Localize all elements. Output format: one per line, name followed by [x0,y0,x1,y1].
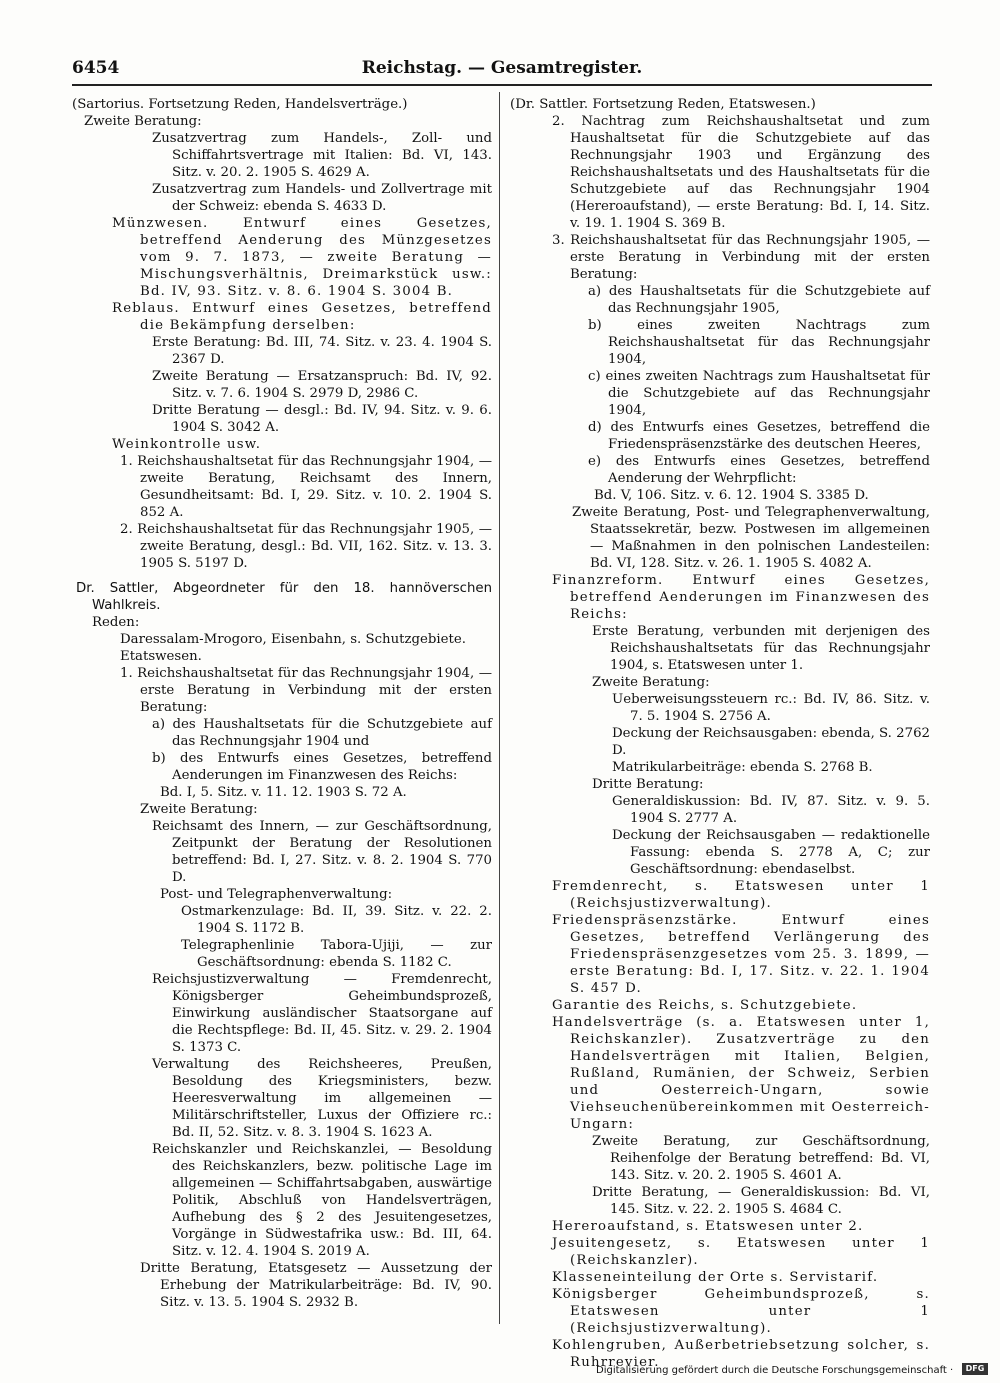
subheading: Zweite Beratung: [84,114,202,129]
entry: Verwaltung des Reichsheeres, Preußen, Besoldung des Kriegsministers, bezw. Heeresverwaltung im allgemeinen — Militärschriftsteller, Luxus der Offiziere rc.: Bd. II, 52. Sitz. v. 8. 3. 1904 S. 1623 A. [152,1057,492,1140]
entry: 2. Nachtrag zum Reichshaushaltsetat und zum Haushaltsetat für die Schutzgebiete auf das Rechnungsjahr 1903 und Ergänzung des Reichshaushaltsetats und des Haushaltsetats für die Schutzgebiete auf das Rechnungsjahr 1904 (Hereroaufstand), — erste Beratung: Bd. I, 14. Sitz. v. 19. 1. 1904 S. 369 B. [552,114,930,231]
entry: Bd. I, 5. Sitz. v. 11. 12. 1903 S. 72 A. [160,785,407,800]
entry: Ueberweisungssteuern rc.: Bd. IV, 86. Sitz. v. 7. 5. 1904 S. 2756 A. [612,692,930,724]
subheading: Zweite Beratung: [592,675,710,690]
left-column [72,96,492,1311]
entry: Daressalam-Mrogoro, Eisenbahn, s. Schutzgebiete. [120,632,466,647]
entry: Deckung der Reichsausgaben — redaktionelle Fassung: ebenda S. 2778 A, C; zur Geschäftsordnung: ebendaselbst. [612,828,930,877]
entry: Zusatzvertrag zum Handels- und Zollvertrage mit der Schweiz: ebenda S. 4633 D. [152,182,492,214]
entry: Deckung der Reichsausgaben: ebenda, S. 2762 D. [612,726,930,758]
index-entry: Weinkontrolle usw. [112,437,262,452]
entry: Telegraphenlinie Tabora-Ujiji, — zur Geschäftsordnung: ebenda S. 1182 C. [181,938,492,970]
entry: d) des Entwurfs eines Gesetzes, betreffend die Friedenspräsenzstärke des deutschen Heeres, [588,420,930,452]
entry: b) eines zweiten Nachtrags zum Reichshaushaltsetat für das Rechnungsjahr 1904, [588,318,930,367]
index-entry: Kohlengruben, Außerbetriebsetzung solcher, s. Ruhrrevier. [552,1338,930,1370]
subheading: Dritte Beratung: [592,777,704,792]
subheading: Post- und Telegraphenverwaltung: [160,887,393,902]
entry: Reichsamt des Innern, — zur Geschäftsordnung, Zeitpunkt der Beratung der Resolutionen betreffend: Bd. I, 27. Sitz. v. 8. 2. 1904 S. 770 D. [152,819,492,885]
index-entry: Königsberger Geheimbundsprozeß, s. Etatswesen unter 1 (Reichsjustizverwaltung). [552,1287,930,1336]
subheading: Zweite Beratung: [140,802,258,817]
index-entry: Jesuitengesetz, s. Etatswesen unter 1 (Reichskanzler). [552,1236,930,1268]
entry: Zweite Beratung, Post- und Telegraphenverwaltung, Staatssekretär, bezw. Postwesen im allgemeinen — Maßnahmen in den polnischen Landesteilen: Bd. VI, 128. Sitz. v. 26. 1. 1905 S. 4082 A. [572,505,930,571]
entry: 1. Reichshaushaltsetat für das Rechnungsjahr 1904, — zweite Beratung, Reichsamt des Innern, Gesundheitsamt: Bd. I, 29. Sitz. v. 10. 2. 1904 S. 852 A. [120,454,492,520]
entry: Zweite Beratung — Ersatzanspruch: Bd. IV, 92. Sitz. v. 7. 6. 1904 S. 2979 D, 2986 C. [152,369,492,401]
index-entry: Garantie des Reichs, s. Schutzgebiete. [552,998,858,1013]
entry: Erste Beratung, verbunden mit derjenigen des Reichshaushaltsetats für das Rechnungsjahr 1904, s. Etatswesen unter 1. [592,624,930,673]
continuation-heading: (Sartorius. Fortsetzung Reden, Handelsverträge.) [72,97,408,112]
entry: Zusatzvertrag zum Handels-, Zoll- und Schiffahrtsvertrage mit Italien: Bd. VI, 143. Sitz. v. 20. 2. 1905 S. 4629 A. [152,131,492,180]
person-entry: Dr. Sattler, Abgeordneter für den 18. hannöverschen Wahlkreis. [76,581,492,613]
entry: a) des Haushaltsetats für die Schutzgebiete auf das Rechnungsjahr 1904 und [152,717,492,749]
index-entry: Handelsverträge (s. a. Etatswesen unter 1, Reichskanzler). Zusatzverträge zu den Handelsverträgen mit Italien, Belgien, Rußland, Rumänien, der Schweiz, Serbien und Oesterreich-Ungarn, sowie Viehseuchenübereinkommen mit Oesterreich-Ungarn: [552,1015,930,1132]
page-header [72,58,932,86]
entry: 1. Reichshaushaltsetat für das Rechnungsjahr 1904, — erste Beratung in Verbindung mit der ersten Beratung: [120,666,492,715]
index-entry: Reblaus. Entwurf eines Gesetzes, betreffend die Bekämpfung derselben: [112,301,492,333]
entry: 2. Reichshaushaltsetat für das Rechnungsjahr 1905, — zweite Beratung, desgl.: Bd. VII, 162. Sitz. v. 13. 3. 1905 S. 5197 D. [120,522,492,571]
index-entry: Finanzreform. Entwurf eines Gesetzes, betreffend Aenderungen im Finanzwesen des Reichs: [552,573,930,622]
index-entry: Klasseneinteilung der Orte s. Servistarif. [552,1270,879,1285]
index-entry: Friedenspräsenzstärke. Entwurf eines Gesetzes, betreffend Verlängerung des Friedenspräsenzgesetzes vom 25. 3. 1899, — erste Beratung: Bd. I, 17. Sitz. v. 22. 1. 1904 S. 457 D. [552,913,930,996]
running-title: Reichstag. — Gesamtregister. [361,58,643,78]
subheading: Etatswesen. [120,649,202,664]
index-entry: Hereroaufstand, s. Etatswesen unter 2. [552,1219,864,1234]
column-divider [499,92,500,1324]
entry: Dritte Beratung — desgl.: Bd. IV, 94. Sitz. v. 9. 6. 1904 S. 3042 A. [152,403,492,435]
entry: b) des Entwurfs eines Gesetzes, betreffend Aenderungen im Finanzwesen des Reichs: [152,751,492,783]
entry: Ostmarkenzulage: Bd. II, 39. Sitz. v. 22. 2. 1904 S. 1172 B. [181,904,492,936]
entry: Zweite Beratung, zur Geschäftsordnung, Reihenfolge der Beratung betreffend: Bd. VI, 143. Sitz. v. 20. 2. 1905 S. 4601 A. [592,1134,930,1183]
subheading: Reden: [92,615,140,630]
right-column [510,96,930,1371]
index-entry: Fremdenrecht, s. Etatswesen unter 1 (Reichsjustizverwaltung). [552,879,930,911]
entry: Matrikularbeiträge: ebenda S. 2768 B. [612,760,873,775]
entry: Reichsjustizverwaltung — Fremdenrecht, Königsberger Geheimbundsprozeß, Einwirkung ausländischer Staatsorgane auf die Rechtspflege: Bd. II, 45. Sitz. v. 29. 2. 1904 S. 1373 C. [152,972,492,1055]
entry: Erste Beratung: Bd. III, 74. Sitz. v. 23. 4. 1904 S. 2367 D. [152,335,492,367]
entry: Reichskanzler und Reichskanzlei, — Besoldung des Reichskanzlers, bezw. politische Lage im allgemeinen — Schiffahrtsabgaben, auswärtige Politik, Abschluß von Handelsverträgen, Aufhebung des § 2 des Jesuitengesetzes, Vorgänge in Südwestafrika usw.: Bd. III, 64. Sitz. v. 12. 4. 1904 S. 2019 A. [152,1142,492,1259]
index-entry: Münzwesen. Entwurf eines Gesetzes, betreffend Aenderung des Münzgesetzes vom 9. 7. 1873, — zweite Beratung — Mischungsverhältnis, Dreimarkstück usw.: Bd. IV, 93. Sitz. v. 8. 6. 1904 S. 3004 B. [112,216,492,299]
entry: Dritte Beratung, Etatsgesetz — Aussetzung der Erhebung der Matrikularbeiträge: Bd. IV, 90. Sitz. v. 13. 5. 1904 S. 2932 B. [140,1261,492,1310]
continuation-heading: (Dr. Sattler. Fortsetzung Reden, Etatswesen.) [510,97,816,112]
entry: a) des Haushaltsetats für die Schutzgebiete auf das Rechnungsjahr 1905, [588,284,930,316]
entry: Dritte Beratung, — Generaldiskussion: Bd. VI, 145. Sitz. v. 22. 2. 1905 S. 4684 C. [592,1185,930,1217]
entry: c) eines zweiten Nachtrags zum Haushaltsetat für die Schutzgebiete auf das Rechnungsjahr 1904, [588,369,930,418]
page-number: 6454 [72,58,120,78]
entry: e) des Entwurfs eines Gesetzes, betreffend Aenderung der Wehrpflicht: [588,454,930,486]
dfg-logo: DFG [962,1363,988,1375]
entry: 3. Reichshaushaltsetat für das Rechnungsjahr 1905, — erste Beratung in Verbindung mit der ersten Beratung: [552,233,930,282]
entry: Bd. V, 106. Sitz. v. 6. 12. 1904 S. 3385 D. [594,488,869,503]
entry: Generaldiskussion: Bd. IV, 87. Sitz. v. 9. 5. 1904 S. 2777 A. [612,794,930,826]
digitization-credit: Digitalisierung gefördert durch die Deutsche Forschungsgemeinschaft · [596,1365,954,1376]
